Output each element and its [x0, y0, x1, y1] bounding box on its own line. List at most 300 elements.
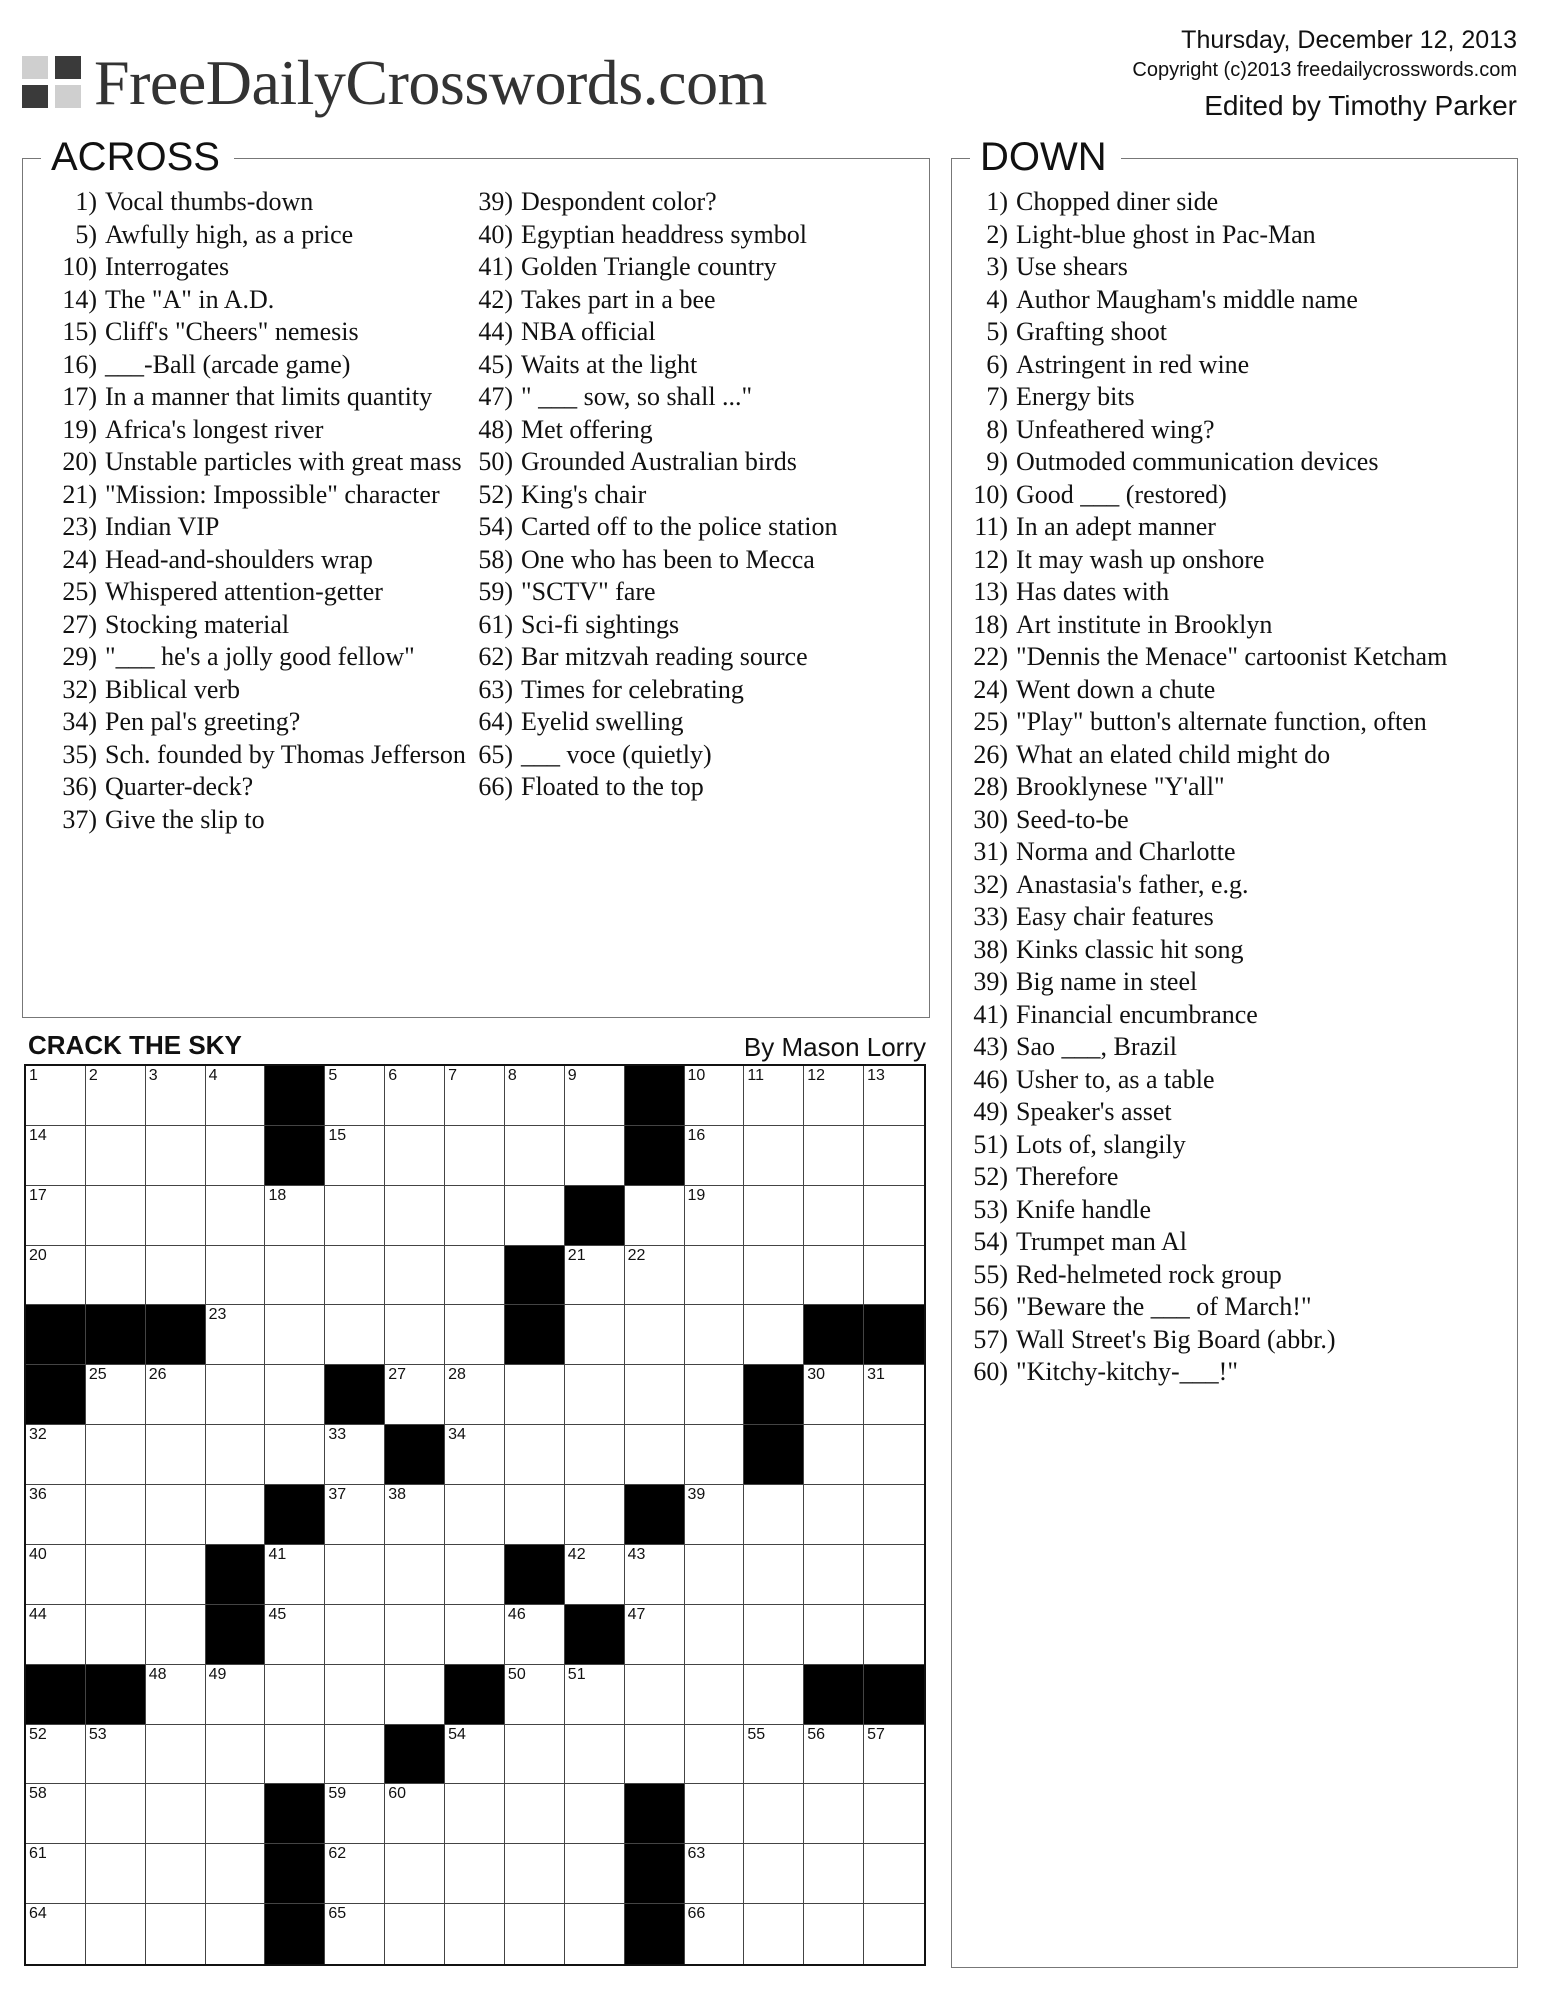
clue-text: Grounded Australian birds	[521, 447, 797, 476]
grid-cell[interactable]	[565, 1485, 625, 1545]
clue-item	[49, 219, 469, 252]
clue-item	[960, 479, 1512, 512]
grid-cell[interactable]	[445, 1605, 505, 1665]
grid-cell[interactable]	[565, 1545, 625, 1605]
grid-cell[interactable]	[325, 1126, 385, 1186]
grid-cell[interactable]	[385, 1605, 445, 1665]
grid-cell[interactable]	[325, 1844, 385, 1904]
grid-cell[interactable]	[146, 1904, 206, 1964]
grid-cell[interactable]	[385, 1904, 445, 1964]
grid-cell[interactable]	[385, 1365, 445, 1425]
grid-cell[interactable]	[804, 1605, 864, 1665]
cell-number: 33	[328, 1426, 347, 1444]
down-clues-box	[951, 135, 1518, 1968]
cell-number: 38	[388, 1486, 406, 1504]
grid-cell[interactable]	[146, 1665, 206, 1725]
clue-item	[960, 284, 1512, 317]
grid-cell[interactable]	[685, 1665, 745, 1725]
cell-number: 19	[687, 1186, 706, 1204]
clue-item	[960, 836, 1512, 869]
clue-item	[465, 771, 925, 804]
grid-cell[interactable]	[505, 1844, 565, 1904]
grid-cell[interactable]	[26, 1425, 86, 1485]
clue-text: What an elated child might do	[1016, 739, 1331, 769]
clue-item	[960, 251, 1512, 284]
grid-cell[interactable]	[864, 1126, 924, 1186]
clue-item	[49, 576, 469, 609]
grid-cell[interactable]	[864, 1365, 924, 1425]
grid-cell[interactable]	[445, 1425, 505, 1485]
grid-cell[interactable]	[864, 1605, 924, 1665]
grid-cell[interactable]	[26, 1545, 86, 1605]
grid-cell[interactable]	[86, 1126, 146, 1186]
grid-cell[interactable]	[744, 1605, 804, 1665]
clue-item	[960, 869, 1512, 902]
grid-cell[interactable]	[864, 1485, 924, 1545]
grid-cell[interactable]	[744, 1246, 804, 1306]
grid-cell[interactable]	[804, 1784, 864, 1844]
grid-cell[interactable]	[86, 1545, 146, 1605]
logo-squares-icon	[22, 56, 84, 110]
grid-cell[interactable]	[625, 1365, 685, 1425]
grid-cell[interactable]	[265, 1665, 325, 1725]
grid-cell[interactable]	[325, 1784, 385, 1844]
grid-cell[interactable]	[864, 1784, 924, 1844]
grid-cell[interactable]	[26, 1784, 86, 1844]
grid-cell[interactable]	[206, 1844, 266, 1904]
grid-cell[interactable]	[385, 1066, 445, 1126]
clue-text: Sch. founded by Thomas Jefferson	[105, 739, 466, 769]
grid-cell[interactable]	[744, 1545, 804, 1605]
down-column	[960, 186, 1512, 1389]
grid-cell[interactable]	[26, 1725, 86, 1785]
clue-text: Astringent in red wine	[1016, 349, 1250, 379]
grid-block	[265, 1784, 325, 1844]
grid-cell[interactable]	[744, 1904, 804, 1964]
grid-cell[interactable]	[864, 1844, 924, 1904]
grid-cell[interactable]	[864, 1425, 924, 1485]
grid-cell[interactable]	[206, 1784, 266, 1844]
grid-cell[interactable]	[744, 1784, 804, 1844]
grid-block	[804, 1665, 864, 1725]
grid-cell[interactable]	[385, 1784, 445, 1844]
grid-cell[interactable]	[744, 1485, 804, 1545]
clue-text: Wall Street's Big Board (abbr.)	[1016, 1324, 1336, 1354]
grid-block	[625, 1485, 685, 1545]
clue-text: Seed-to-be	[1016, 804, 1129, 834]
grid-cell[interactable]	[26, 1066, 86, 1126]
grid-cell[interactable]	[206, 1904, 266, 1964]
clue-text: Head-and-shoulders wrap	[105, 544, 373, 574]
clue-number: 26)	[973, 739, 1008, 769]
clue-text: Kinks classic hit song	[1016, 934, 1244, 964]
grid-cell[interactable]	[565, 1725, 625, 1785]
clue-item	[960, 934, 1512, 967]
grid-cell[interactable]	[804, 1186, 864, 1246]
clue-text: Author Maugham's middle name	[1016, 284, 1358, 314]
clue-number: 41)	[478, 252, 513, 281]
grid-cell[interactable]	[505, 1365, 565, 1425]
clue-number: 53)	[973, 1194, 1008, 1224]
clue-text: It may wash up onshore	[1016, 544, 1265, 574]
grid-cell[interactable]	[146, 1365, 206, 1425]
clue-text: Carted off to the police station	[521, 512, 838, 541]
grid-cell[interactable]	[445, 1126, 505, 1186]
cell-number: 56	[807, 1725, 826, 1743]
grid-cell[interactable]	[86, 1425, 146, 1485]
grid-cell[interactable]	[565, 1246, 625, 1306]
clue-text: King's chair	[521, 479, 647, 509]
grid-cell[interactable]	[565, 1425, 625, 1485]
clue-text: Sao ___, Brazil	[1016, 1032, 1178, 1061]
grid-cell[interactable]	[505, 1126, 565, 1186]
grid-cell[interactable]	[86, 1725, 146, 1785]
clue-number: 7)	[986, 382, 1008, 411]
grid-cell[interactable]	[445, 1784, 505, 1844]
grid-cell[interactable]	[744, 1126, 804, 1186]
grid-cell[interactable]	[625, 1725, 685, 1785]
grid-cell[interactable]	[804, 1844, 864, 1904]
cell-number: 42	[567, 1545, 586, 1563]
grid-cell[interactable]	[445, 1904, 505, 1964]
clue-text: Anastasia's father, e.g.	[1016, 869, 1249, 899]
grid-cell[interactable]	[625, 1246, 685, 1306]
grid-cell[interactable]	[864, 1725, 924, 1785]
grid-cell[interactable]	[565, 1365, 625, 1425]
cell-number: 16	[687, 1126, 706, 1144]
grid-cell[interactable]	[86, 1485, 146, 1545]
grid-cell[interactable]	[86, 1844, 146, 1904]
cell-number: 30	[807, 1366, 826, 1384]
grid-cell[interactable]	[804, 1545, 864, 1605]
grid-cell[interactable]	[864, 1246, 924, 1306]
clue-number: 58)	[478, 544, 513, 574]
grid-block	[625, 1066, 685, 1126]
grid-cell[interactable]	[206, 1246, 266, 1306]
grid-cell[interactable]	[265, 1365, 325, 1425]
grid-cell[interactable]	[685, 1066, 745, 1126]
grid-cell[interactable]	[445, 1485, 505, 1545]
grid-cell[interactable]	[744, 1725, 804, 1785]
grid-cell[interactable]	[505, 1784, 565, 1844]
cell-number: 8	[507, 1067, 517, 1084]
grid-cell[interactable]	[265, 1425, 325, 1485]
grid-cell[interactable]	[385, 1665, 445, 1725]
clue-number: 4)	[986, 284, 1008, 314]
clue-number: 52)	[973, 1162, 1008, 1191]
clue-text: Outmoded communication devices	[1016, 447, 1379, 476]
grid-cell[interactable]	[685, 1126, 745, 1186]
clue-number: 18)	[973, 609, 1008, 639]
clue-text: Trumpet man Al	[1016, 1227, 1187, 1256]
grid-cell[interactable]	[26, 1485, 86, 1545]
grid-cell[interactable]	[565, 1904, 625, 1964]
clue-item	[960, 576, 1512, 609]
grid-cell[interactable]	[565, 1066, 625, 1126]
grid-cell[interactable]	[325, 1246, 385, 1306]
grid-cell[interactable]	[505, 1425, 565, 1485]
grid-cell[interactable]	[26, 1904, 86, 1964]
grid-cell[interactable]	[685, 1545, 745, 1605]
clue-item	[960, 219, 1512, 252]
grid-cell[interactable]	[385, 1186, 445, 1246]
grid-cell[interactable]	[26, 1844, 86, 1904]
grid-cell[interactable]	[26, 1186, 86, 1246]
grid-cell[interactable]	[325, 1725, 385, 1785]
clue-number: 56)	[973, 1292, 1008, 1321]
clue-item	[960, 1226, 1512, 1259]
grid-cell[interactable]	[804, 1246, 864, 1306]
grid-cell[interactable]	[804, 1725, 864, 1785]
grid-cell[interactable]	[505, 1904, 565, 1964]
cell-number: 21	[567, 1246, 586, 1264]
clue-item	[465, 576, 925, 609]
grid-cell[interactable]	[146, 1246, 206, 1306]
cell-number: 64	[29, 1905, 47, 1923]
grid-cell[interactable]	[385, 1126, 445, 1186]
cell-number: 65	[328, 1905, 347, 1923]
clue-item	[960, 1064, 1512, 1097]
grid-cell[interactable]	[146, 1784, 206, 1844]
grid-cell[interactable]	[804, 1365, 864, 1425]
grid-cell[interactable]	[864, 1186, 924, 1246]
grid-cell[interactable]	[685, 1904, 745, 1964]
clue-text: Whispered attention-getter	[105, 577, 383, 606]
grid-cell[interactable]	[206, 1066, 266, 1126]
cell-number: 2	[88, 1067, 98, 1084]
grid-cell[interactable]	[685, 1605, 745, 1665]
clue-text: NBA official	[521, 317, 656, 346]
clue-text: "Beware the ___ of March!"	[1016, 1292, 1312, 1321]
grid-cell[interactable]	[685, 1725, 745, 1785]
clue-number: 20)	[62, 447, 97, 476]
grid-cell[interactable]	[505, 1665, 565, 1725]
cell-number: 12	[807, 1067, 826, 1084]
grid-cell[interactable]	[26, 1126, 86, 1186]
clue-number: 10)	[62, 252, 97, 281]
clue-item	[465, 381, 925, 414]
grid-cell[interactable]	[685, 1485, 745, 1545]
cell-number: 3	[148, 1067, 158, 1084]
grid-block	[146, 1305, 206, 1365]
grid-cell[interactable]	[505, 1186, 565, 1246]
grid-cell[interactable]	[325, 1665, 385, 1725]
grid-cell[interactable]	[565, 1665, 625, 1725]
clue-number: 48)	[478, 414, 513, 444]
grid-cell[interactable]	[625, 1665, 685, 1725]
grid-cell[interactable]	[86, 1904, 146, 1964]
crossword-grid[interactable]	[24, 1064, 926, 1966]
grid-cell[interactable]	[685, 1246, 745, 1306]
clue-item	[465, 674, 925, 707]
grid-cell[interactable]	[864, 1904, 924, 1964]
clue-number: 37)	[62, 804, 97, 834]
grid-cell[interactable]	[325, 1545, 385, 1605]
grid-cell[interactable]	[385, 1485, 445, 1545]
grid-cell[interactable]	[744, 1186, 804, 1246]
grid-cell[interactable]	[325, 1485, 385, 1545]
grid-cell[interactable]	[325, 1425, 385, 1485]
grid-cell[interactable]	[206, 1485, 266, 1545]
grid-cell[interactable]	[445, 1186, 505, 1246]
grid-cell[interactable]	[206, 1725, 266, 1785]
grid-cell[interactable]	[86, 1246, 146, 1306]
site-logo[interactable]	[22, 48, 767, 118]
cell-number: 61	[29, 1845, 47, 1863]
grid-cell[interactable]	[325, 1066, 385, 1126]
grid-cell[interactable]	[265, 1305, 325, 1365]
grid-cell[interactable]	[685, 1784, 745, 1844]
grid-cell[interactable]	[625, 1545, 685, 1605]
puzzle-title: CRACK THE SKY	[28, 1030, 242, 1060]
cell-number: 63	[687, 1845, 706, 1863]
grid-cell[interactable]	[86, 1365, 146, 1425]
clue-text: Interrogates	[105, 252, 230, 281]
clue-text: Met offering	[521, 414, 653, 444]
grid-cell[interactable]	[445, 1365, 505, 1425]
clue-number: 28)	[973, 772, 1008, 801]
clue-number: 43)	[973, 1032, 1008, 1061]
grid-cell[interactable]	[565, 1844, 625, 1904]
grid-cell[interactable]	[445, 1066, 505, 1126]
grid-cell[interactable]	[265, 1545, 325, 1605]
grid-cell[interactable]	[445, 1844, 505, 1904]
clue-number: 21)	[62, 479, 97, 509]
clue-text: ___-Ball (arcade game)	[105, 349, 351, 379]
grid-cell[interactable]	[804, 1066, 864, 1126]
grid-cell[interactable]	[744, 1066, 804, 1126]
cell-number: 9	[567, 1067, 577, 1084]
cell-number: 39	[687, 1486, 706, 1504]
clue-text: Stocking material	[105, 609, 290, 639]
clue-item	[960, 706, 1512, 739]
grid-cell[interactable]	[206, 1186, 266, 1246]
grid-cell[interactable]	[146, 1425, 206, 1485]
grid-cell[interactable]	[146, 1485, 206, 1545]
grid-cell[interactable]	[325, 1904, 385, 1964]
grid-cell[interactable]	[804, 1904, 864, 1964]
grid-cell[interactable]	[505, 1605, 565, 1665]
grid-cell[interactable]	[804, 1485, 864, 1545]
grid-block	[265, 1485, 325, 1545]
clue-number: 17)	[62, 382, 97, 411]
grid-cell[interactable]	[86, 1605, 146, 1665]
grid-cell[interactable]	[86, 1784, 146, 1844]
clue-item	[49, 414, 469, 447]
grid-cell[interactable]	[26, 1246, 86, 1306]
grid-cell[interactable]	[804, 1425, 864, 1485]
grid-cell[interactable]	[86, 1066, 146, 1126]
grid-cell[interactable]	[146, 1126, 206, 1186]
clue-number: 31)	[973, 837, 1008, 866]
grid-cell[interactable]	[385, 1305, 445, 1365]
clue-item	[960, 966, 1512, 999]
grid-cell[interactable]	[625, 1186, 685, 1246]
grid-cell[interactable]	[265, 1725, 325, 1785]
grid-cell[interactable]	[565, 1126, 625, 1186]
clue-item	[960, 804, 1512, 837]
grid-cell[interactable]	[625, 1305, 685, 1365]
grid-cell[interactable]	[146, 1605, 206, 1665]
grid-cell[interactable]	[685, 1425, 745, 1485]
grid-cell[interactable]	[744, 1665, 804, 1725]
grid-cell[interactable]	[744, 1305, 804, 1365]
grid-cell[interactable]	[146, 1545, 206, 1605]
grid-cell[interactable]	[325, 1605, 385, 1665]
grid-cell[interactable]	[685, 1365, 745, 1425]
clue-number: 60)	[973, 1357, 1008, 1386]
grid-cell[interactable]	[445, 1305, 505, 1365]
header-info	[1132, 26, 1517, 122]
grid-cell[interactable]	[146, 1844, 206, 1904]
grid-cell[interactable]	[804, 1126, 864, 1186]
grid-cell[interactable]	[864, 1066, 924, 1126]
grid-cell[interactable]	[206, 1305, 266, 1365]
grid-cell[interactable]	[565, 1305, 625, 1365]
grid-cell[interactable]	[265, 1186, 325, 1246]
clue-text: Good ___ (restored)	[1016, 479, 1227, 509]
grid-cell[interactable]	[505, 1485, 565, 1545]
grid-cell[interactable]	[146, 1066, 206, 1126]
grid-cell[interactable]	[744, 1844, 804, 1904]
grid-cell[interactable]	[445, 1246, 505, 1306]
grid-cell[interactable]	[206, 1425, 266, 1485]
grid-cell[interactable]	[26, 1605, 86, 1665]
grid-cell[interactable]	[625, 1605, 685, 1665]
grid-cell[interactable]	[206, 1665, 266, 1725]
grid-cell[interactable]	[206, 1365, 266, 1425]
grid-cell[interactable]	[265, 1605, 325, 1665]
grid-cell[interactable]	[385, 1844, 445, 1904]
grid-cell[interactable]	[445, 1545, 505, 1605]
grid-cell[interactable]	[265, 1246, 325, 1306]
grid-cell[interactable]	[86, 1186, 146, 1246]
grid-cell[interactable]	[146, 1186, 206, 1246]
grid-cell[interactable]	[445, 1725, 505, 1785]
clue-item	[960, 1031, 1512, 1064]
clue-item	[960, 641, 1512, 674]
clue-item	[49, 544, 469, 577]
grid-cell[interactable]	[685, 1844, 745, 1904]
clue-number: 49)	[973, 1097, 1008, 1126]
grid-cell[interactable]	[325, 1305, 385, 1365]
grid-cell[interactable]	[685, 1305, 745, 1365]
grid-cell[interactable]	[206, 1126, 266, 1186]
grid-block	[744, 1425, 804, 1485]
cell-number: 66	[687, 1905, 706, 1923]
clue-item	[465, 446, 925, 479]
grid-cell[interactable]	[385, 1246, 445, 1306]
clue-item	[49, 674, 469, 707]
clue-text: "SCTV" fare	[521, 577, 656, 606]
clue-number: 50)	[478, 447, 513, 476]
grid-cell[interactable]	[505, 1066, 565, 1126]
cell-number: 23	[208, 1306, 227, 1324]
grid-cell[interactable]	[864, 1545, 924, 1605]
clue-number: 32)	[62, 674, 97, 704]
grid-cell[interactable]	[625, 1425, 685, 1485]
grid-cell[interactable]	[565, 1784, 625, 1844]
grid-cell[interactable]	[146, 1725, 206, 1785]
grid-cell[interactable]	[505, 1725, 565, 1785]
grid-block	[565, 1605, 625, 1665]
clue-number: 27)	[62, 609, 97, 639]
grid-cell[interactable]	[385, 1545, 445, 1605]
across-clues-box	[22, 135, 930, 1018]
grid-cell[interactable]	[325, 1186, 385, 1246]
clue-number: 3)	[986, 252, 1008, 281]
grid-cell[interactable]	[685, 1186, 745, 1246]
